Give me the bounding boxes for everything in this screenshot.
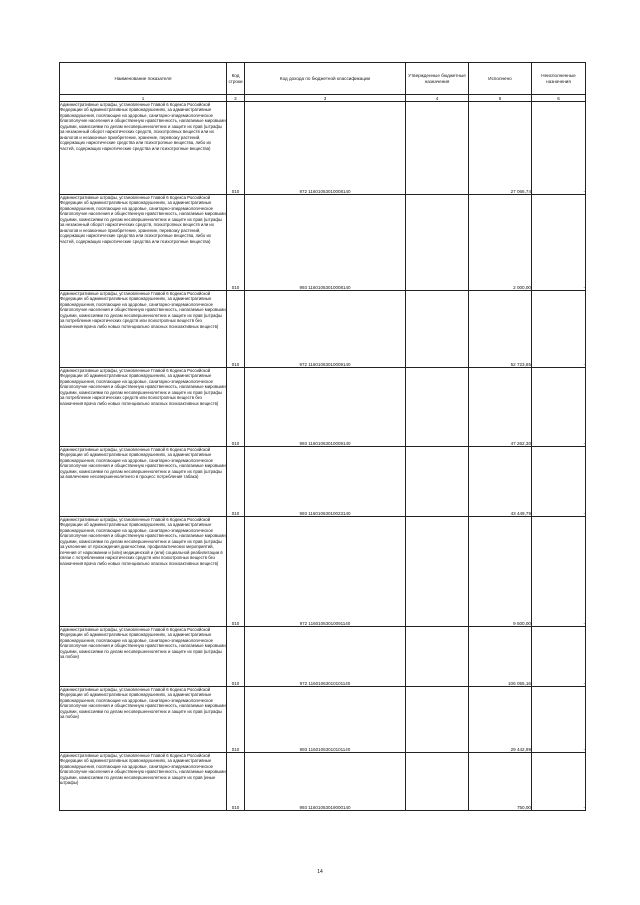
approved-value [406, 291, 469, 368]
approved-value [406, 102, 469, 195]
table-row [60, 517, 586, 627]
row-code: 010 [227, 291, 245, 368]
column-number: 1 [60, 95, 227, 102]
table-row [60, 368, 586, 447]
table-row [60, 195, 586, 291]
unexecuted-value: - [532, 195, 586, 291]
column-number: 5 [469, 95, 532, 102]
executed-value: 52 723,65 [469, 291, 532, 368]
executed-value: 27 066,74 [469, 102, 532, 195]
executed-value: 9 500,00 [469, 517, 532, 627]
header-name: Наименование показателя [60, 63, 227, 95]
unexecuted-value: - [532, 447, 586, 517]
column-number: 2 [227, 95, 245, 102]
row-code: 010 [227, 368, 245, 447]
row-name: Административные штрафы, установленные Главой 6 Кодекса Российской Федерации об административных правонарушениях, за административные правонарушения, посягающие на здоровье, санитарно-эпидемиологическое благополучие населения и общественную нравственность, налагаемые мировыми судьями, комиссиями по делам несовершеннолетних и защите их прав (штрафы за незаконный оборот наркотических средств, психотропных веществ или их аналогов и незаконные приобретение, хранение, перевозку растений, содержащих наркотические средства или психотропные вещества, либо их частей, содержащих наркотические средства или психотропные вещества) [60, 195, 227, 291]
row-name: Административные штрафы, установленные Главой 6 Кодекса Российской Федерации об административных правонарушениях, за административные правонарушения, посягающие на здоровье, санитарно-эпидемиологическое благополучие населения и общественную нравственность, налагаемые мировыми судьями, комиссиями по делам несовершеннолетних и защите их прав (штрафы за потребление наркотических средств или психотропных веществ без назначения врача либо новых потенциально опасных психоактивных веществ) [60, 291, 227, 368]
executed-value: 47 262,30 [469, 368, 532, 447]
header-executed: Исполнено [469, 63, 532, 95]
header-income-code: Код дохода по бюджетной классификации [245, 63, 406, 95]
income-code: 993 11601063010101140 [245, 687, 406, 753]
income-code: 972 11601063010009140 [245, 291, 406, 368]
header-row-code: Код строки [227, 63, 245, 95]
row-name: Административные штрафы, установленные Главой 6 Кодекса Российской Федерации об административных правонарушениях, за административные правонарушения, посягающие на здоровье, санитарно-эпидемиологическое благополучие населения и общественную нравственность, налагаемые мировыми судьями, комиссиями по делам несовершеннолетних и защите их прав (штрафы за потребление наркотических средств или психотропных веществ без назначения врача либо новых потенциально опасных психоактивных веществ) [60, 368, 227, 447]
column-number: 4 [406, 95, 469, 102]
report-table [59, 62, 586, 811]
row-code: 010 [227, 687, 245, 753]
row-name: Административные штрафы, установленные Главой 6 Кодекса Российской Федерации об административных правонарушениях, за административные правонарушения, посягающие на здоровье, санитарно-эпидемиологическое благополучие населения и общественную нравственность, налагаемые мировыми судьями, комиссиями по делам несовершеннолетних и защите их прав (штрафы за уклонение от прохождения диагностики, профилактических мероприятий, лечения от наркомании и (или) медицинской и (или) социальной реабилитации в связи с потреблением наркотических средств или психотропных веществ без назначения врача либо новых потенциально опасных психоактивных веществ) [60, 517, 227, 627]
table-row [60, 447, 586, 517]
approved-value [406, 627, 469, 687]
unexecuted-value: - [532, 753, 586, 811]
row-name: Административные штрафы, установленные Главой 6 Кодекса Российской Федерации об административных правонарушениях, за административные правонарушения, посягающие на здоровье, санитарно-эпидемиологическое благополучие населения и общественную нравственность, налагаемые мировыми судьями, комиссиями по делам несовершеннолетних и защите их прав (штрафы за вовлечение несовершеннолетнего в процесс потребления табака) [60, 447, 227, 517]
executed-value: 2 000,00 [469, 195, 532, 291]
unexecuted-value: - [532, 627, 586, 687]
table-row [60, 102, 586, 195]
approved-value [406, 753, 469, 811]
row-name: Административные штрафы, установленные Главой 6 Кодекса Российской Федерации об административных правонарушениях, за административные правонарушения, посягающие на здоровье, санитарно-эпидемиологическое благополучие населения и общественную нравственность, налагаемые мировыми судьями, комиссиями по делам несовершеннолетних и защите их прав (штрафы за незаконный оборот наркотических средств, психотропных веществ или их аналогов и незаконные приобретение, хранение, перевозку растений, содержащих наркотические средства или психотропные вещества, либо их частей, содержащих наркотические средства или психотропные вещества) [60, 102, 227, 195]
row-code: 010 [227, 195, 245, 291]
column-number: 6 [532, 95, 586, 102]
row-code: 010 [227, 102, 245, 195]
income-code: 993 11601063019000140 [245, 753, 406, 811]
approved-value [406, 195, 469, 291]
unexecuted-value: - [532, 102, 586, 195]
unexecuted-value: - [532, 368, 586, 447]
table-row [60, 687, 586, 753]
column-numbers-row [60, 95, 586, 102]
row-code: 010 [227, 627, 245, 687]
table-row [60, 291, 586, 368]
table-row [60, 753, 586, 811]
approved-value [406, 368, 469, 447]
approved-value [406, 517, 469, 627]
executed-value: 106 055,16 [469, 627, 532, 687]
header-approved: Утвержденные бюджетные назначения [406, 63, 469, 95]
approved-value [406, 687, 469, 753]
executed-value: 43 449,79 [469, 447, 532, 517]
income-code: 993 11601063010008140 [245, 195, 406, 291]
income-code: 993 11601063010023140 [245, 447, 406, 517]
approved-value [406, 447, 469, 517]
executed-value: 750,00 [469, 753, 532, 811]
row-code: 010 [227, 517, 245, 627]
header-row [60, 63, 586, 95]
table-row [60, 627, 586, 687]
unexecuted-value: - [532, 687, 586, 753]
page-number: 14 [317, 869, 323, 875]
row-name: Административные штрафы, установленные Главой 6 Кодекса Российской Федерации об административных правонарушениях, за административные правонарушения, посягающие на здоровье, санитарно-эпидемиологическое благополучие населения и общественную нравственность, налагаемые мировыми судьями, комиссиями по делам несовершеннолетних и защите их прав (штрафы за побои) [60, 627, 227, 687]
income-code: 972 11601063010091140 [245, 517, 406, 627]
income-code: 972 11601063010008140 [245, 102, 406, 195]
executed-value: 29 442,99 [469, 687, 532, 753]
row-name: Административные штрафы, установленные Главой 6 Кодекса Российской Федерации об административных правонарушениях, за административные правонарушения, посягающие на здоровье, санитарно-эпидемиологическое благополучие населения и общественную нравственность, налагаемые мировыми судьями, комиссиями по делам несовершеннолетних и защите их прав (штрафы за побои) [60, 687, 227, 753]
row-name: Административные штрафы, установленные Главой 6 Кодекса Российской Федерации об административных правонарушениях, за административные правонарушения, посягающие на здоровье, санитарно-эпидемиологическое благополучие населения и общественную нравственность, налагаемые мировыми судьями, комиссиями по делам несовершеннолетних и защите их прав (иные штрафы) [60, 753, 227, 811]
row-code: 010 [227, 447, 245, 517]
income-code: 972 11601063010101140 [245, 627, 406, 687]
column-number: 3 [245, 95, 406, 102]
header-unexecuted: Неисполненные назначения [532, 63, 586, 95]
row-code: 010 [227, 753, 245, 811]
unexecuted-value: - [532, 291, 586, 368]
unexecuted-value: - [532, 517, 586, 627]
income-code: 993 11601063010009140 [245, 368, 406, 447]
